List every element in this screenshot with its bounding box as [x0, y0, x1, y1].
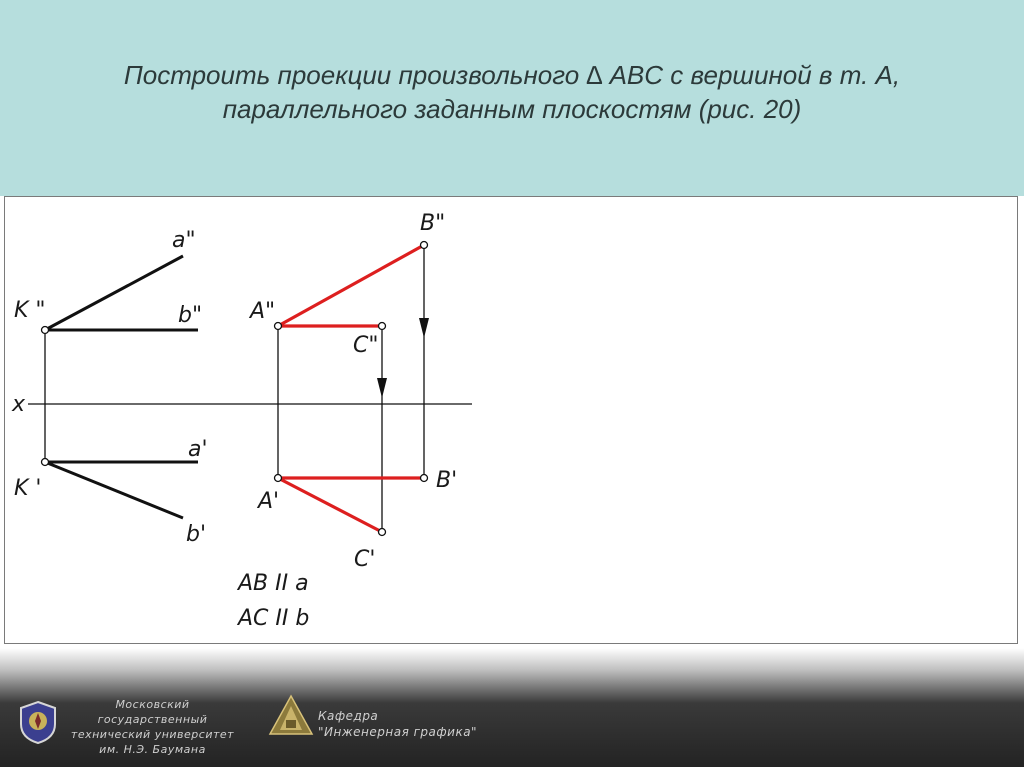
point-c1 — [379, 529, 386, 536]
label-b2-point: B" — [420, 211, 446, 236]
label-b2: b" — [178, 303, 203, 328]
university-emblem-icon — [18, 700, 58, 744]
university-line-2: технический университет — [70, 728, 235, 741]
label-c2-point: C" — [353, 333, 379, 358]
point-a2 — [275, 323, 282, 330]
label-x-axis: x — [12, 392, 26, 417]
note-ab-parallel-a: AB II a — [238, 571, 309, 596]
label-b1-point: B' — [436, 468, 458, 493]
label-b1: b' — [186, 522, 207, 547]
university-name — [60, 697, 245, 757]
note-ac-parallel-b: AC II b — [238, 606, 310, 631]
label-k2: K " — [14, 298, 46, 323]
label-c1-point: C' — [354, 547, 376, 572]
point-a1 — [275, 475, 282, 482]
edge-a2b2 — [278, 245, 424, 326]
footer-band — [0, 648, 1024, 767]
point-b2 — [421, 242, 428, 249]
department-line-2: "Инженерная графика" — [318, 725, 478, 739]
label-a2-point: A" — [250, 299, 276, 324]
arrow-c — [377, 378, 387, 398]
point-b1 — [421, 475, 428, 482]
point-c2 — [379, 323, 386, 330]
department-logo-icon — [268, 694, 314, 740]
line-b1 — [45, 462, 183, 518]
line-a2 — [45, 256, 183, 330]
label-a1: a' — [188, 437, 208, 462]
arrow-b — [419, 318, 429, 338]
edge-a1c1 — [278, 478, 382, 532]
university-line-1: Московский государственный — [97, 698, 208, 726]
label-a2: a" — [172, 228, 196, 253]
label-k1: K ' — [14, 476, 42, 501]
university-line-3: им. Н.Э. Баумана — [99, 743, 206, 756]
department-line-1: Кафедра — [318, 709, 379, 723]
department-name — [318, 708, 477, 740]
title-line-1: Построить проекции произвольного ∆ ABC с вершиной в т. A, — [123, 60, 901, 90]
point-k1 — [42, 459, 49, 466]
label-a1-point: A' — [258, 489, 280, 514]
point-k2 — [42, 327, 49, 334]
title-line-2: параллельного заданным плоскостям (рис. 20) — [222, 94, 802, 124]
